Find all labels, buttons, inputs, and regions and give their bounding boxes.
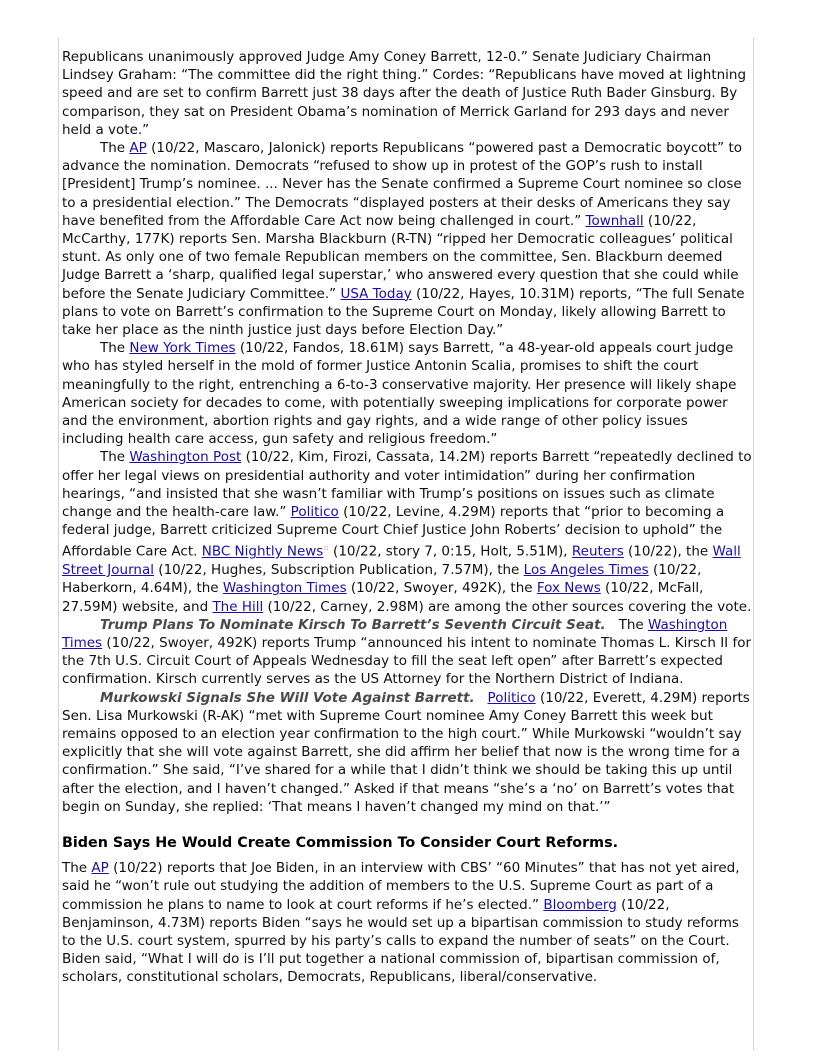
- article-body: [62, 48, 752, 987]
- link-politico-murkowski[interactable]: Politico: [487, 689, 536, 706]
- link-usa-today[interactable]: USA Today: [340, 285, 412, 302]
- subhead-murkowski: Murkowski Signals She Will Vote Against Barrett.: [100, 689, 475, 706]
- paragraph-cordes: Republicans unanimously approved Judge Amy Coney Barrett, 12-0.” Senate Judiciary Chairman Lindsey Graham: “The committee did the right thing.” Cordes: “Republicans have moved at lightning speed and are set to confirm Barrett just 38 days after the death of Justice Ruth Bader Ginsburg. By comparison, they sat on President Obama’s nomination of Merrick Garland for 293 days and never held a vote.”: [62, 49, 747, 138]
- paragraph-nyt: The New York Times (10/22, Fandos, 18.61M) says Barrett, “a 48-year-old appeals court judge who has styled herself in the mold of former Justice Antonin Scalia, promises to shift the court meaningfully to the right, entrenching a 6-to-3 conservative majority. Her presence will likely shape American society for decades to come, with potentially sweeping implications for corporate power and the environment, abortion rights and gay rights, and a wide range of other policy issues including health care access, gun safety and religious freedom.”: [62, 340, 737, 448]
- section-headline: Biden Says He Would Create Commission To Consider Court Reforms.: [62, 835, 619, 852]
- link-washington-times-kirsch[interactable]: Washington Times: [62, 616, 728, 651]
- link-politico[interactable]: Politico: [290, 504, 339, 521]
- link-bloomberg[interactable]: Bloomberg: [543, 896, 617, 913]
- paragraph-kirsch: Trump Plans To Nominate Kirsch To Barrett’s Seventh Circuit Seat. The Washington Times (10/22, Swoyer, 492K) reports Trump “announced his intent to nominate Thomas L. Kirsch II for the 7th U.S. Circuit Court of Appeals Wednesday to fill the seat left open” after Barrett’s expected confirmation. Kirsch currently serves as the US Attorney for the Northern District of Indiana.: [62, 616, 752, 688]
- link-washington-times[interactable]: Washington Times: [222, 580, 347, 597]
- link-reuters[interactable]: Reuters: [571, 543, 624, 560]
- link-the-hill[interactable]: The Hill: [212, 598, 264, 615]
- link-nbc-nightly-news[interactable]: NBC Nightly News: [201, 543, 324, 560]
- link-townhall[interactable]: Townhall: [585, 212, 644, 229]
- video-marker-icon: ▫: [323, 543, 329, 553]
- link-wall-street-journal[interactable]: Wall Street Journal: [62, 543, 741, 579]
- link-new-york-times[interactable]: New York Times: [129, 340, 236, 357]
- paragraph-murkowski: Murkowski Signals She Will Vote Against Barrett. Politico (10/22, Everett, 4.29M) reports Sen. Lisa Murkowski (R-AK) “met with Supreme Court nominee Amy Coney Barrett this week but remains opposed to an election year confirmation to the high court.” While Murkowski “wouldn’t say explicitly that she will vote against Barrett, she did affirm her belief that now is the wrong time for a confirmation.” She said, “I’ve shared for a while that I didn’t think we should be taking this up until after the election, and I haven’t changed.” Asked if that means “she’s a ‘no’ on Barrett’s votes that begin on Sunday, she replied: ‘That means I haven’t changed my mind on that.’”: [62, 689, 750, 815]
- paragraph-wapo: The Washington Post (10/22, Kim, Firozi, Cassata, 14.2M) reports Barrett “repeatedly declined to offer her legal views on presidential authority and voter intimidation” during her confirmation hearings, “and insisted that she wasn’t familiar with Trump’s positions on issues such as climate change and the health-care law.” Politico (10/22, Levine, 4.29M) reports that “prior to becoming a federal judge, Barrett criticized Supreme Court Chief Justice John Roberts’ decision to uphold” the Affordable Care Act. NBC Nightly News▫ (10/22, story 7, 0:15, Holt, 5.51M), Reuters (10/22), the Wall Street Journal (10/22, Hughes, Subscription Publication, 7.57M), the Los Angeles Times (10/22, Haberkorn, 4.64M), the Washington Times (10/22, Swoyer, 492K), the Fox News (10/22, McFall, 27.59M) website, and The Hill (10/22, Carney, 2.98M) are among the other sources covering the vote.: [62, 449, 752, 615]
- subhead-kirsch: Trump Plans To Nominate Kirsch To Barrett’s Seventh Circuit Seat.: [100, 616, 606, 633]
- link-washington-post[interactable]: Washington Post: [129, 449, 242, 466]
- paragraph-ap: The AP (10/22, Mascaro, Jalonick) reports Republicans “powered past a Democratic boycott” to advance the nomination. Democrats “refused to show up in protest of the GOP’s rush to install [President] Trump’s nominee. ... Never has the Senate confirmed a Supreme Court nominee so close to a presidential election.” The Democrats “displayed posters at their desks of Americans they say have benefited from the Affordable Care Act now being challenged in court.” Townhall (10/22, McCarthy, 177K) reports Sen. Marsha Blackburn (R-TN) “ripped her Democratic colleagues’ political stunt. As only one of two female Republican members on the committee, Sen. Blackburn deemed Judge Barrett a ‘sharp, qualified legal superstar,’ who answered every question that she could while before the Senate Judiciary Committee.” USA Today (10/22, Hayes, 10.31M) reports, “The full Senate plans to vote on Barrett’s confirmation to the Supreme Court on Monday, likely allowing Barrett to take her place as the ninth justice just days before Election Day.”: [62, 140, 745, 339]
- link-ap-biden[interactable]: AP: [91, 860, 109, 877]
- link-fox-news[interactable]: Fox News: [536, 580, 601, 597]
- paragraph-biden: The AP (10/22) reports that Joe Biden, in an interview with CBS’ “60 Minutes” that has not yet aired, said he “won’t rule out studying the addition of members to the U.S. Supreme Court as part of a commission he plans to name to look at court reforms if he’s elected.” Bloomberg (10/22, Benjaminson, 4.73M) reports Biden “says he would set up a bipartisan commission to study reforms to the U.S. court system, spurred by his party’s calls to expand the number of seats” on the Court. Biden said, “What I will do is I’ll put together a national commission of, bipartisan commission of, scholars, constitutional scholars, Democrats, Republicans, liberal/conservative.: [62, 860, 740, 986]
- link-los-angeles-times[interactable]: Los Angeles Times: [523, 562, 649, 579]
- link-ap[interactable]: AP: [129, 140, 147, 157]
